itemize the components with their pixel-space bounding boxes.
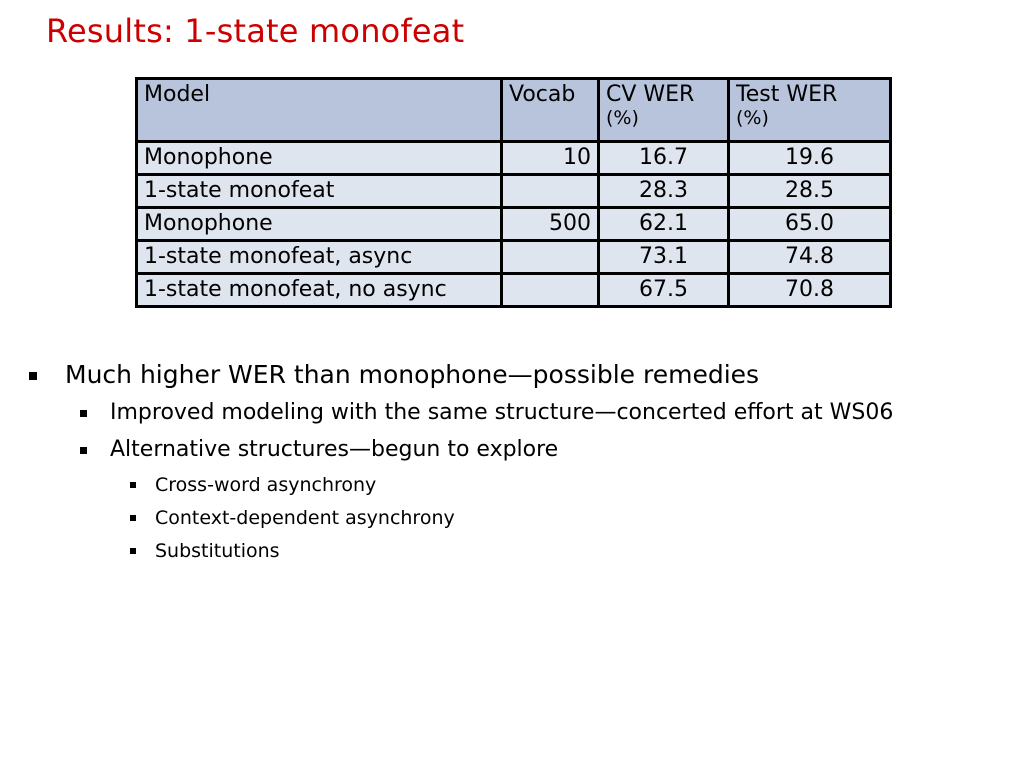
header-vocab: Vocab [502, 79, 599, 142]
bullet-square-icon [80, 410, 87, 417]
bullet-item: Cross-word asynchrony [155, 474, 377, 496]
bullet-square-icon [130, 482, 136, 488]
cell-vocab: 500 [502, 208, 599, 241]
bullet-item: Much higher WER than monophone—possible remedies [65, 360, 760, 389]
bullet-item: Alternative structures—begun to explore [110, 437, 559, 462]
cell-model: 1-state monofeat, async [137, 241, 502, 274]
cell-vocab [502, 241, 599, 274]
cell-test-wer: 74.8 [729, 241, 891, 274]
cell-test-wer: 28.5 [729, 175, 891, 208]
table-header-row [137, 79, 891, 142]
cell-vocab: 10 [502, 142, 599, 175]
cell-cv-wer: 62.1 [599, 208, 729, 241]
cell-cv-wer: 73.1 [599, 241, 729, 274]
cell-cv-wer: 67.5 [599, 274, 729, 307]
slide-title: Results: 1-state monofeat [46, 12, 465, 50]
table-row [137, 241, 891, 274]
header-test-wer-unit: (%) [736, 107, 769, 129]
cell-vocab [502, 274, 599, 307]
bullet-square-icon [130, 515, 136, 521]
cell-test-wer: 70.8 [729, 274, 891, 307]
bullet-item: Substitutions [155, 540, 280, 562]
table-row [137, 175, 891, 208]
header-cv-wer [599, 79, 729, 142]
results-table [135, 77, 892, 308]
table-row [137, 274, 891, 307]
bullet-square-icon [29, 372, 37, 380]
cell-test-wer: 65.0 [729, 208, 891, 241]
cell-cv-wer: 28.3 [599, 175, 729, 208]
cell-model: Monophone [137, 142, 502, 175]
bullet-item: Improved modeling with the same structure—concerted effort at WS06 [110, 400, 894, 425]
cell-model: 1-state monofeat, no async [137, 274, 502, 307]
cell-cv-wer: 16.7 [599, 142, 729, 175]
table-row [137, 142, 891, 175]
cell-model: Monophone [137, 208, 502, 241]
header-model: Model [137, 79, 502, 142]
table-row [137, 208, 891, 241]
bullet-item: Context-dependent asynchrony [155, 507, 455, 529]
header-test-wer [729, 79, 891, 142]
header-cv-wer-unit: (%) [606, 107, 639, 129]
cell-test-wer: 19.6 [729, 142, 891, 175]
bullet-square-icon [130, 548, 136, 554]
cell-vocab [502, 175, 599, 208]
bullet-square-icon [80, 447, 87, 454]
header-test-wer-label: Test WER [736, 82, 838, 107]
cell-model: 1-state monofeat [137, 175, 502, 208]
header-cv-wer-label: CV WER [606, 82, 695, 107]
